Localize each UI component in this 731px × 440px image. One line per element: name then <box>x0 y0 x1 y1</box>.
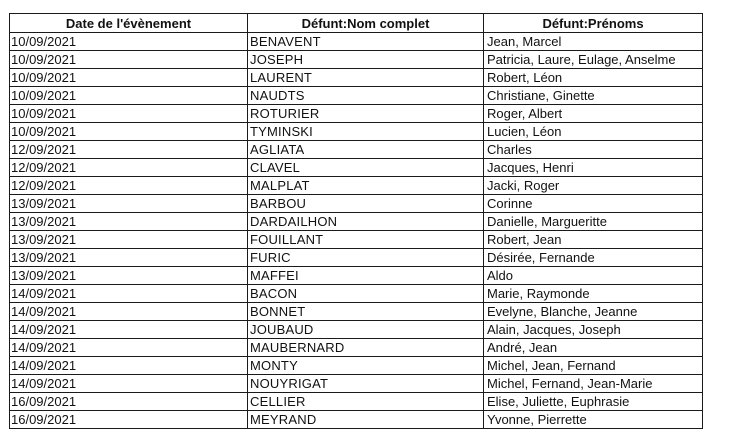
cell-event-date: 12/09/2021 <box>10 141 248 159</box>
cell-event-date: 14/09/2021 <box>10 321 248 339</box>
cell-event-date: 10/09/2021 <box>10 51 248 69</box>
table-row <box>10 87 703 105</box>
cell-event-date: 12/09/2021 <box>10 177 248 195</box>
cell-first-names: Jacki, Roger <box>484 177 703 195</box>
cell-first-names: Christiane, Ginette <box>484 87 703 105</box>
cell-first-names: Jacques, Henri <box>484 159 703 177</box>
table-row <box>10 33 703 51</box>
cell-first-names: Corinne <box>484 195 703 213</box>
cell-full-name: TYMINSKI <box>248 123 484 141</box>
deceased-register-table <box>9 13 703 429</box>
table-row <box>10 213 703 231</box>
cell-full-name: JOUBAUD <box>248 321 484 339</box>
cell-full-name: NOUYRIGAT <box>248 375 484 393</box>
table-row <box>10 393 703 411</box>
cell-first-names: Alain, Jacques, Joseph <box>484 321 703 339</box>
cell-first-names: Roger, Albert <box>484 105 703 123</box>
cell-event-date: 16/09/2021 <box>10 411 248 429</box>
cell-full-name: BACON <box>248 285 484 303</box>
cell-full-name: BONNET <box>248 303 484 321</box>
cell-first-names: Danielle, Margueritte <box>484 213 703 231</box>
cell-first-names: Robert, Léon <box>484 69 703 87</box>
table-row <box>10 177 703 195</box>
cell-full-name: FURIC <box>248 249 484 267</box>
cell-full-name: FOUILLANT <box>248 231 484 249</box>
cell-first-names: Robert, Jean <box>484 231 703 249</box>
table-row <box>10 231 703 249</box>
table-row <box>10 303 703 321</box>
cell-event-date: 10/09/2021 <box>10 33 248 51</box>
cell-full-name: BARBOU <box>248 195 484 213</box>
cell-first-names: Marie, Raymonde <box>484 285 703 303</box>
table-row <box>10 195 703 213</box>
cell-full-name: BENAVENT <box>248 33 484 51</box>
table-row <box>10 249 703 267</box>
cell-first-names: Aldo <box>484 267 703 285</box>
table-row <box>10 159 703 177</box>
cell-full-name: NAUDTS <box>248 87 484 105</box>
cell-event-date: 12/09/2021 <box>10 159 248 177</box>
table-row <box>10 51 703 69</box>
cell-first-names: Désirée, Fernande <box>484 249 703 267</box>
cell-event-date: 10/09/2021 <box>10 69 248 87</box>
cell-full-name: AGLIATA <box>248 141 484 159</box>
table-row <box>10 357 703 375</box>
cell-first-names: Yvonne, Pierrette <box>484 411 703 429</box>
cell-event-date: 13/09/2021 <box>10 195 248 213</box>
cell-event-date: 13/09/2021 <box>10 231 248 249</box>
cell-event-date: 14/09/2021 <box>10 375 248 393</box>
cell-event-date: 14/09/2021 <box>10 339 248 357</box>
cell-first-names: Lucien, Léon <box>484 123 703 141</box>
cell-full-name: LAURENT <box>248 69 484 87</box>
cell-event-date: 10/09/2021 <box>10 87 248 105</box>
cell-full-name: MALPLAT <box>248 177 484 195</box>
cell-full-name: CELLIER <box>248 393 484 411</box>
deceased-register-sheet <box>9 13 702 429</box>
cell-event-date: 13/09/2021 <box>10 249 248 267</box>
header-full-name: Défunt:Nom complet <box>248 14 484 33</box>
table-row <box>10 285 703 303</box>
table-row <box>10 105 703 123</box>
table-body <box>10 33 703 429</box>
table-row <box>10 411 703 429</box>
table-row <box>10 267 703 285</box>
cell-first-names: Michel, Jean, Fernand <box>484 357 703 375</box>
table-row <box>10 123 703 141</box>
cell-event-date: 10/09/2021 <box>10 123 248 141</box>
table-row <box>10 339 703 357</box>
cell-first-names: Jean, Marcel <box>484 33 703 51</box>
cell-full-name: MEYRAND <box>248 411 484 429</box>
cell-full-name: MAFFEI <box>248 267 484 285</box>
cell-first-names: Charles <box>484 141 703 159</box>
table-row <box>10 141 703 159</box>
cell-first-names: Elise, Juliette, Euphrasie <box>484 393 703 411</box>
cell-event-date: 14/09/2021 <box>10 303 248 321</box>
cell-event-date: 14/09/2021 <box>10 357 248 375</box>
header-first-names: Défunt:Prénoms <box>484 14 703 33</box>
cell-event-date: 13/09/2021 <box>10 267 248 285</box>
cell-first-names: Patricia, Laure, Eulage, Anselme <box>484 51 703 69</box>
cell-full-name: CLAVEL <box>248 159 484 177</box>
table-row <box>10 69 703 87</box>
cell-first-names: Michel, Fernand, Jean-Marie <box>484 375 703 393</box>
cell-event-date: 13/09/2021 <box>10 213 248 231</box>
cell-full-name: JOSEPH <box>248 51 484 69</box>
cell-first-names: André, Jean <box>484 339 703 357</box>
cell-full-name: DARDAILHON <box>248 213 484 231</box>
cell-full-name: MONTY <box>248 357 484 375</box>
table-row <box>10 375 703 393</box>
header-event-date: Date de l'évènement <box>10 14 248 33</box>
cell-full-name: ROTURIER <box>248 105 484 123</box>
cell-full-name: MAUBERNARD <box>248 339 484 357</box>
table-row <box>10 321 703 339</box>
cell-first-names: Evelyne, Blanche, Jeanne <box>484 303 703 321</box>
cell-event-date: 14/09/2021 <box>10 285 248 303</box>
cell-event-date: 10/09/2021 <box>10 105 248 123</box>
cell-event-date: 16/09/2021 <box>10 393 248 411</box>
header-row <box>10 14 703 33</box>
